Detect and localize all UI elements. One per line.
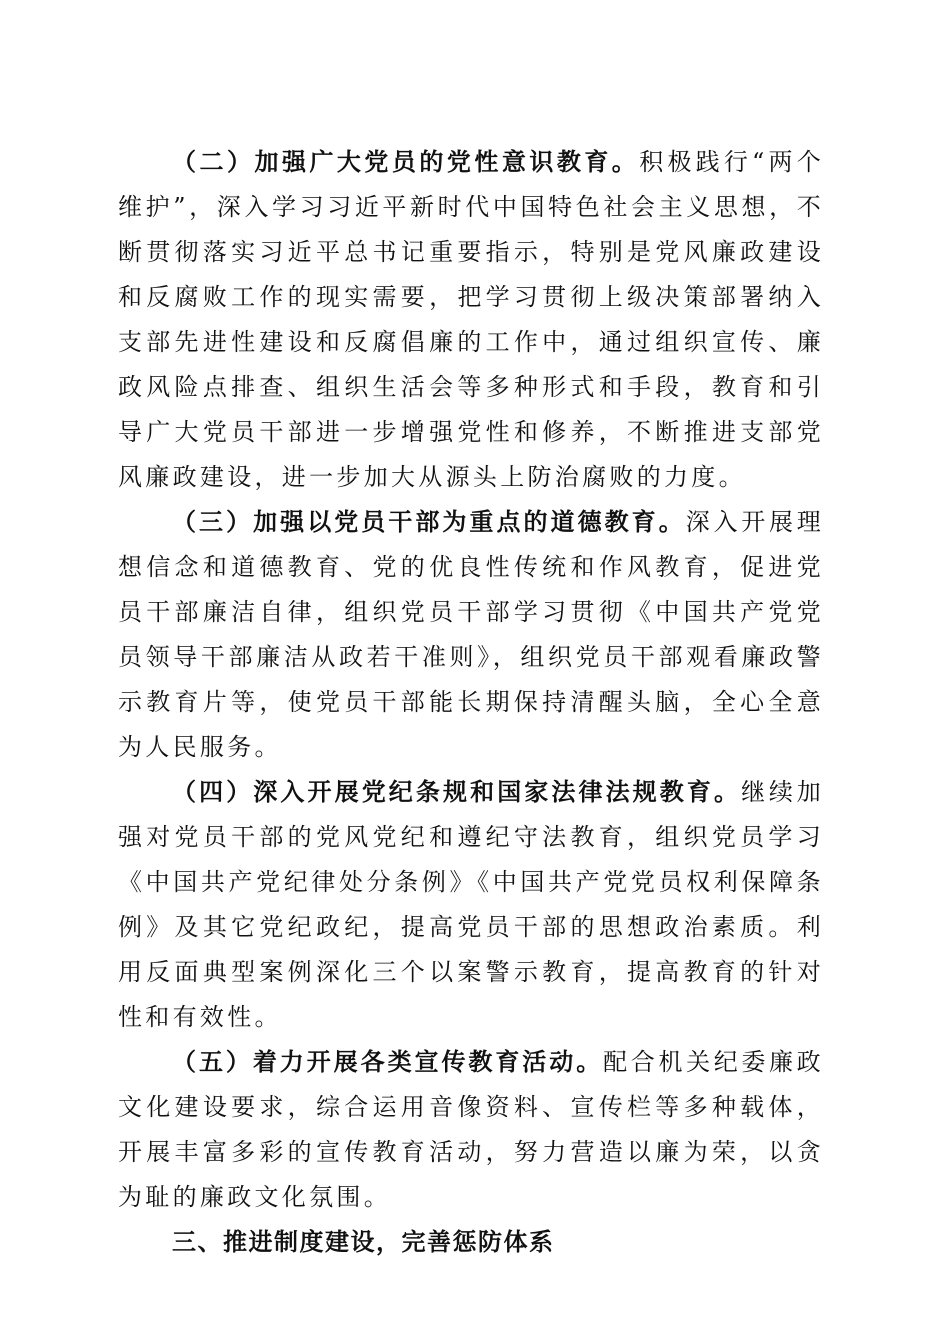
paragraph-body: 积极践行“两个维护”，深入学习习近平新时代中国特色社会主义思想，不断贯彻落实习近平总书记重要指示，特别是党风廉政建设和反腐败工作的现实需要，把学习贯彻上级决策部署纳入支部先进性建设和反腐倡廉的工作中，通过组织宣传、廉政风险点排查、组织生活会等多种形式和手段，教育和引导广大党员干部进一步增强党性和修养，不断推进支部党风廉政建设，进一步加大从源头上防治腐败的力度。 [118,148,824,491]
paragraph-lead: （四）深入开展党纪条规和国家法律法规教育。 [172,778,742,806]
paragraph-5 [118,1040,824,1220]
paragraph-3 [118,500,824,770]
paragraph-lead: （五）着力开展各类宣传教育活动。 [172,1048,604,1076]
paragraph-lead: （三）加强以党员干部为重点的道德教育。 [172,508,686,536]
paragraph-body: 深入开展理想信念和道德教育、党的优良性传统和作风教育，促进党员干部廉洁自律，组织党员干部学习贯彻《中国共产党党员领导干部廉洁从政若干准则》，组织党员干部观看廉政警示教育片等，使党员干部能长期保持清醒头脑，全心全意为人民服务。 [118,508,825,761]
paragraph-4 [118,770,824,1040]
paragraph-body: 继续加强对党员干部的党风党纪和遵纪守法教育，组织党员学习《中国共产党纪律处分条例》《中国共产党党员权利保障条例》及其它党纪政纪，提高党员干部的思想政治素质。利用反面典型案例深化三个以案警示教育，提高教育的针对性和有效性。 [118,778,824,1031]
paragraph-2 [118,140,824,500]
document-page [118,140,824,1265]
paragraph-lead: （二）加强广大党员的党性意识教育。 [172,148,640,176]
paragraph-body: 配合机关纪委廉政文化建设要求，综合运用音像资料、宣传栏等多种载体，开展丰富多彩的宣传教育活动，努力营造以廉为荣，以贪为耻的廉政文化氛围。 [118,1048,824,1211]
section-heading: 三、推进制度建设，完善惩防体系 [172,1228,555,1256]
